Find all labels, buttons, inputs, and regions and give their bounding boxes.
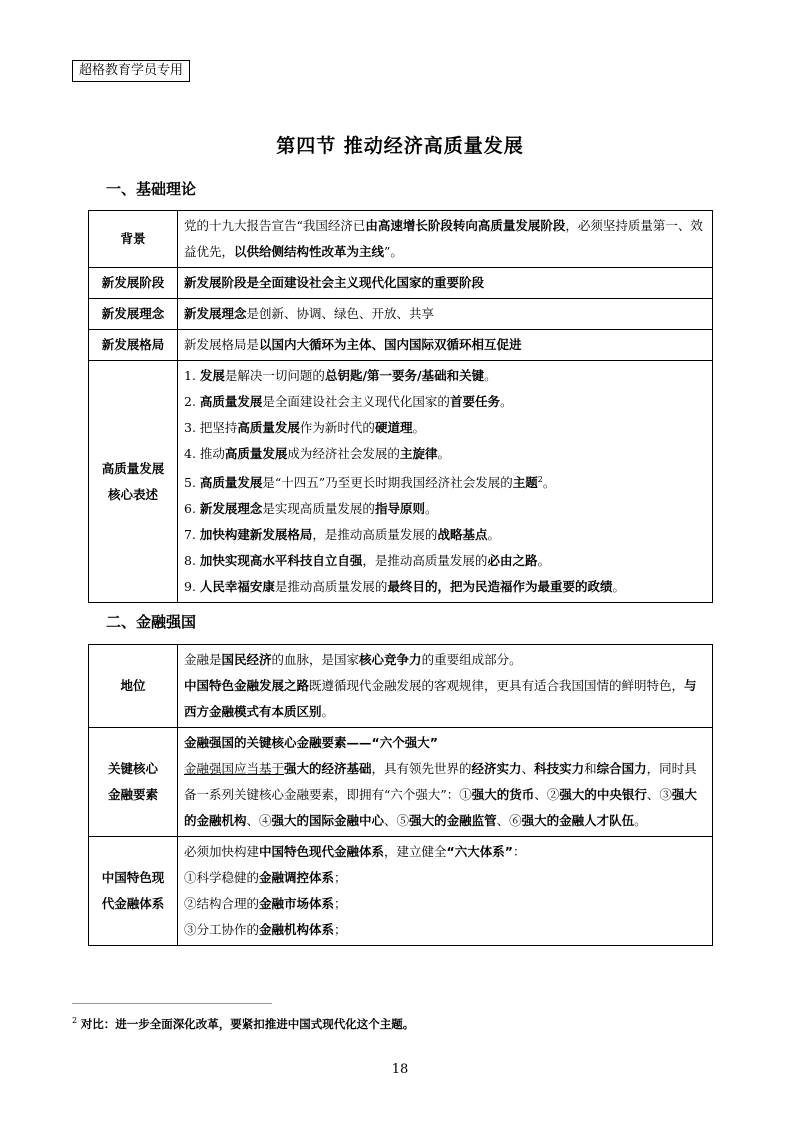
table-row	[89, 728, 713, 837]
row-label: 新发展格局	[89, 330, 178, 361]
bold-text: 金融调控体系	[259, 870, 335, 885]
bold-text: 强大的经济基础	[284, 761, 372, 776]
bold-text: 硬道理	[374, 420, 413, 435]
table-row	[89, 268, 713, 299]
watermark-stamp: 超格教育学员专用	[72, 60, 190, 82]
table-row	[89, 361, 713, 603]
text-run: ，是推动高质量发展的	[312, 527, 438, 543]
row-label: 新发展理念	[89, 299, 178, 330]
text-run: 。	[612, 579, 625, 595]
text-run: 3. 把坚持	[184, 420, 238, 435]
text-run: ；	[334, 922, 347, 937]
paragraph	[184, 865, 706, 891]
bold-text: 高质量发展	[199, 394, 263, 409]
text-run: 是推动高质量发展的	[274, 579, 388, 595]
bold-text: 最终目的，把为民造福作为最重要的政绩	[387, 579, 613, 595]
row-label	[89, 837, 178, 946]
bold-text: 总钥匙/第一要务/基础和关键	[324, 368, 485, 383]
text-run: ①科学稳健的	[184, 870, 260, 885]
text-run: 、④	[246, 813, 272, 828]
bold-text: 强大的金融监管	[409, 813, 497, 828]
text-run: 7.	[184, 527, 200, 543]
row-label: 地位	[89, 645, 178, 728]
text-run: ，具有领先世界的	[371, 761, 472, 776]
row-label: 新发展阶段	[89, 268, 178, 299]
text-run: 。	[437, 446, 450, 461]
paragraph	[184, 496, 706, 522]
bold-text: 与西方金融模式有本质区别	[184, 678, 697, 719]
row-label	[89, 361, 178, 603]
label-line: 核心表述	[107, 486, 158, 502]
text-run: ”。	[384, 244, 403, 259]
page-title: 第四节 推动经济高质量发展	[276, 135, 524, 157]
text-run: 的血脉，是国家	[271, 652, 360, 667]
label-line: 代金融体系	[101, 896, 165, 911]
text-run: 、⑤	[384, 813, 410, 828]
text-run: 金融是	[184, 652, 222, 667]
row-content	[178, 728, 713, 837]
footnote-ref: 2	[537, 475, 543, 484]
label-line: 金融要素	[107, 787, 158, 802]
bold-text: 主题	[512, 475, 538, 491]
text-run: 。	[321, 704, 335, 719]
paragraph	[184, 548, 706, 574]
footnote-divider	[72, 1003, 272, 1004]
text-run: 、	[521, 761, 535, 776]
paragraph	[184, 389, 706, 415]
text-run: 是创新、协调、绿色、开放、共享	[246, 306, 435, 321]
bold-text: 经济实力	[471, 761, 522, 776]
core-statements	[178, 361, 713, 603]
bold-text: 由高速增长阶段转向高质量发展阶段	[365, 218, 566, 233]
table-row	[89, 837, 713, 946]
bold-text: 科技实力	[534, 761, 585, 776]
text-run: 。	[412, 420, 425, 435]
paragraph	[184, 891, 706, 917]
text-run: 和	[584, 761, 597, 776]
text-run: 6.	[184, 501, 200, 517]
bold-text: 强大的金融机构	[184, 787, 697, 828]
paragraph	[184, 574, 706, 600]
paragraph	[184, 756, 706, 834]
row-label	[89, 728, 178, 837]
text-run: 是全面建设社会主义现代化国家的	[262, 394, 450, 409]
bold-text: 中国特色现代金融体系	[259, 844, 385, 859]
bold-text: 必由之路	[487, 553, 538, 569]
bold-text: 强大的金融人才队伍	[521, 813, 635, 828]
bold-text: 加快构建新发展格局	[199, 527, 313, 543]
row-content	[178, 330, 713, 361]
paragraph	[184, 467, 706, 496]
label-line: 中国特色现	[101, 870, 165, 885]
bold-text: 战略基点	[437, 527, 488, 543]
text-run: 是“十四五”乃至更长时期我国经济社会发展的	[262, 475, 513, 491]
text-run: 成为经济社会发展的	[287, 446, 400, 461]
text-run: 9.	[184, 579, 200, 595]
row-content	[178, 837, 713, 946]
paragraph	[184, 647, 706, 673]
bold-text: 中国特色金融发展之路	[184, 678, 310, 693]
label-line: 高质量发展	[101, 460, 165, 476]
bold-text: 新发展理念	[184, 306, 247, 321]
bold-text: “六大体系”	[446, 844, 513, 859]
bold-text: 首要任务	[449, 394, 500, 409]
bold-text: 强大的国际金融中心	[271, 813, 385, 828]
page-number: 18	[391, 1062, 409, 1077]
row-label: 背景	[89, 211, 178, 268]
footnote	[72, 1016, 414, 1032]
bold-text: 高质量发展	[199, 475, 263, 491]
footnote-mark: 2	[72, 1016, 78, 1026]
text-run: ：	[512, 844, 526, 859]
text-run: 、②	[534, 787, 560, 802]
text-run: 是实现高质量发展的	[262, 501, 375, 517]
text-run: 。	[634, 813, 647, 828]
text-run: 1.	[184, 368, 200, 383]
row-content	[178, 211, 713, 268]
bold-text: 强大的货币	[471, 787, 535, 802]
text-run: ；	[334, 896, 347, 911]
bold-text: 新发展阶段是全面建设社会主义现代化国家的重要阶段	[184, 275, 485, 290]
bold-text: 高质量发展	[237, 420, 300, 435]
paragraph	[184, 673, 706, 725]
row-content	[178, 299, 713, 330]
text-run: 。	[537, 553, 550, 569]
row-content	[178, 268, 713, 299]
text-run: 金融强国应当基于	[184, 761, 285, 776]
bold-text: 新发展理念	[199, 501, 263, 517]
row-content	[178, 645, 713, 728]
text-run: 8.	[184, 553, 200, 569]
table-row	[89, 645, 713, 728]
bold-text: 高质量发展	[224, 446, 288, 461]
text-run: 2.	[184, 394, 200, 409]
section-heading-basic-theory: 一、基础理论	[106, 180, 197, 198]
text-run: 。	[487, 527, 500, 543]
text-run: ；	[334, 870, 347, 885]
text-run: ，同时具备一系列关键核心金融要素，即拥有“六个强大”：①	[184, 761, 697, 802]
paragraph	[184, 730, 706, 756]
text-run: 必须加快构建	[184, 844, 260, 859]
text-run: 、⑥	[496, 813, 522, 828]
bold-text: 金融市场体系	[259, 896, 335, 911]
paragraph	[184, 522, 706, 548]
section-heading-financial-power: 二、金融强国	[106, 613, 197, 631]
basic-theory-table	[88, 210, 713, 603]
label-line: 关键核心	[107, 761, 158, 776]
text-run: 5.	[184, 475, 200, 491]
bold-text: 强大的中央银行	[559, 787, 647, 802]
bold-text: 以国内大循环为主体、国内国际双循环相互促进	[259, 337, 522, 352]
text-run: ，必须坚持质量第一、效益优先，	[184, 218, 703, 259]
text-run: 新发展格局是	[184, 337, 260, 352]
text-run: 既遵循现代金融发展的客观规律，更具有适合我国国情的鲜明特色，	[309, 678, 685, 693]
bold-text: 金融机构体系	[259, 922, 335, 937]
bold-text: 指导原则	[374, 501, 425, 517]
paragraph	[184, 441, 706, 467]
bold-text: 发展	[199, 368, 225, 383]
paragraph	[184, 415, 706, 441]
bold-text: 国民经济	[221, 652, 272, 667]
bold-text: 以供给侧结构性改革为主线	[234, 244, 385, 259]
text-run: ②结构合理的	[184, 896, 260, 911]
footnote-text: 对比：进一步全面深化改革，要紧扣推进中国式现代化这个主题。	[80, 1017, 415, 1031]
text-run: 作为新时代的	[299, 420, 375, 435]
table-row	[89, 299, 713, 330]
text-run: ③分工协作的	[184, 922, 260, 937]
text-run: 是解决一切问题的	[224, 368, 325, 383]
text-run: 。	[499, 394, 513, 409]
bold-text: 金融强国的关键核心金融要素——“六个强大”	[184, 735, 438, 750]
bold-text: 综合国力	[596, 761, 647, 776]
text-run: 党的十九大报告宣告“我国经济已	[184, 218, 366, 233]
financial-power-table	[88, 644, 713, 946]
text-run: 。	[484, 368, 497, 383]
text-run: 。	[542, 475, 556, 491]
bold-text: 核心竞争力	[359, 652, 422, 667]
text-run: 。	[424, 501, 438, 517]
bold-text: 主旋律	[399, 446, 438, 461]
text-run: ，建立健全	[384, 844, 447, 859]
text-run: ，是推动高质量发展的	[362, 553, 488, 569]
paragraph	[184, 917, 706, 943]
bold-text: 人民幸福安康	[199, 579, 275, 595]
paragraph	[184, 363, 706, 389]
bold-text: 加快实现高水平科技自立自强	[199, 553, 363, 569]
table-row	[89, 211, 713, 268]
text-run: 、③	[646, 787, 672, 802]
text-run: 4. 推动	[184, 446, 225, 461]
table-row	[89, 330, 713, 361]
paragraph	[184, 839, 706, 865]
text-run: 的重要组成部分。	[421, 652, 522, 667]
